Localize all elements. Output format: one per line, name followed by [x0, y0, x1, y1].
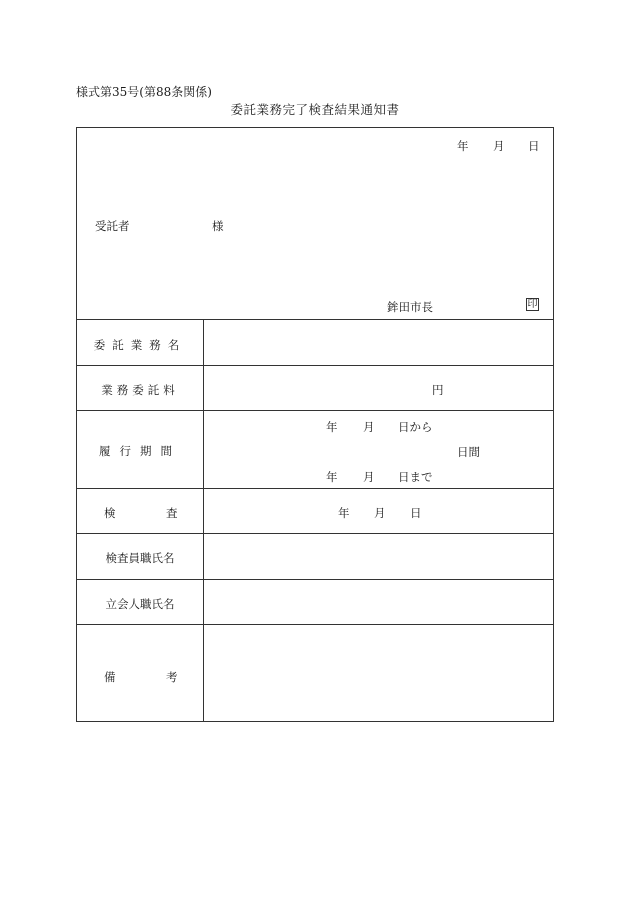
- fee-label: 業務委託料: [101, 383, 179, 397]
- document-title: 委託業務完了検査結果通知書: [230, 102, 400, 117]
- business-name-label: 委託業務名: [93, 338, 187, 352]
- period-from-year: 年: [326, 420, 338, 434]
- form-frame: [76, 127, 554, 722]
- row-divider: [77, 410, 553, 411]
- recipient-honorific: 様: [212, 219, 224, 233]
- column-divider: [203, 319, 204, 721]
- seal-mark: 印: [527, 299, 538, 310]
- witness-label: 立会人職氏名: [105, 597, 175, 611]
- fee-unit: 円: [432, 383, 444, 397]
- inspector-label: 検査員職氏名: [105, 551, 175, 565]
- date-day-label: 日: [528, 139, 540, 153]
- row-divider: [77, 365, 553, 366]
- issuer-name: 鉾田市長: [387, 300, 433, 314]
- recipient-label: 受託者: [95, 219, 130, 233]
- inspection-label-right: 査: [166, 506, 178, 520]
- inspection-month: 月: [374, 506, 386, 520]
- inspection-label-left: 検: [104, 506, 116, 520]
- period-from-day: 日から: [398, 420, 433, 434]
- row-divider: [77, 579, 553, 580]
- row-divider: [77, 533, 553, 534]
- period-days: 日間: [457, 445, 480, 459]
- row-divider: [77, 488, 553, 489]
- remarks-label-right: 考: [166, 670, 178, 684]
- inspection-day: 日: [410, 506, 422, 520]
- row-divider: [77, 624, 553, 625]
- period-label: 履行期間: [99, 444, 181, 458]
- period-to-year: 年: [326, 470, 338, 484]
- date-month-label: 月: [493, 139, 505, 153]
- period-to-day: 日まで: [398, 470, 433, 484]
- form-number: 様式第35号(第88条関係): [76, 85, 212, 99]
- remarks-label-left: 備: [104, 670, 116, 684]
- row-divider: [77, 319, 553, 320]
- inspection-year: 年: [338, 506, 350, 520]
- period-from-month: 月: [363, 420, 375, 434]
- date-year-label: 年: [457, 139, 469, 153]
- period-to-month: 月: [363, 470, 375, 484]
